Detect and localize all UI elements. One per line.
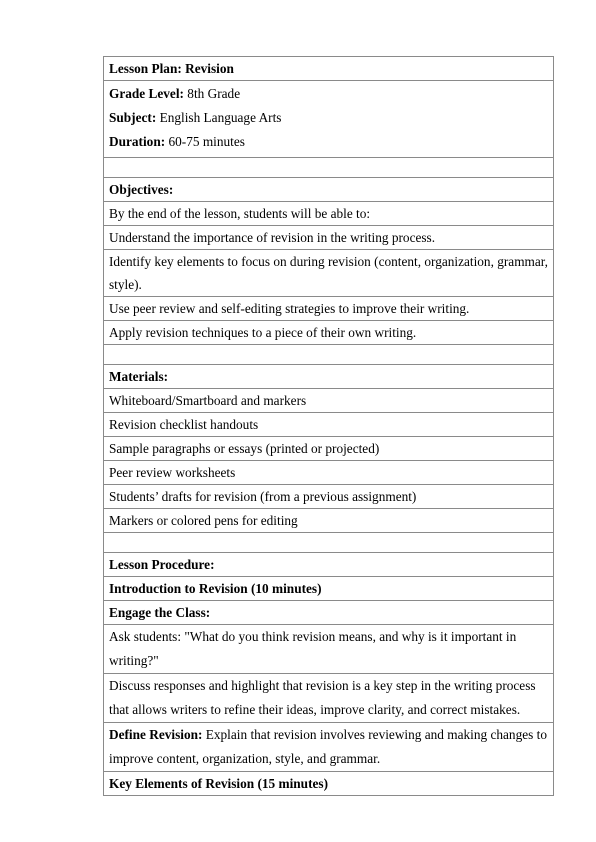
table-row [104,601,554,625]
table-row [104,772,554,796]
table-row [104,553,554,577]
objective-item: Apply revision techniques to a piece of their own writing. [104,321,554,345]
duration-value: 60-75 minutes [165,134,245,149]
material-item: Peer review worksheets [104,461,554,485]
objective-item: Use peer review and self-editing strategies to improve their writing. [104,297,554,321]
table-row [104,178,554,202]
materials-heading: Materials: [104,365,554,389]
objectives-heading: Objectives: [104,178,554,202]
table-row [104,389,554,413]
table-row [104,437,554,461]
table-row [104,297,554,321]
discuss-text: Discuss responses and highlight that revision is a key step in the writing process that allows writers to refine their ideas, improve clarity, and correct mistakes. [104,674,554,723]
lesson-plan-table [103,56,554,796]
define-revision-text: Explain that revision involves reviewing and making changes to improve content, organization, style, and grammar. [109,727,547,766]
objective-item: By the end of the lesson, students will be able to: [104,202,554,226]
table-row [104,202,554,226]
grade-level-label: Grade Level: [109,86,184,101]
spacer-row [104,345,554,365]
ask-students-text: Ask students: "What do you think revision means, and why is it important in writing?" [104,625,554,674]
grade-level-value: 8th Grade [183,86,241,101]
table-row [104,723,554,772]
table-row [104,485,554,509]
material-item: Sample paragraphs or essays (printed or projected) [104,437,554,461]
define-revision-label: Define Revision: [109,727,203,742]
spacer-row [104,158,554,178]
table-row [104,674,554,723]
table-row [104,413,554,437]
table-row [104,321,554,345]
spacer-row [104,533,554,553]
define-revision-cell [104,723,554,772]
subject-label: Subject: [109,110,157,125]
table-row [104,509,554,533]
table-row [104,81,554,158]
objective-item: Identify key elements to focus on during revision (content, organization, grammar, style). [104,250,554,297]
material-item: Markers or colored pens for editing [104,509,554,533]
lesson-meta-cell [104,81,554,158]
table-row [104,625,554,674]
lesson-title: Lesson Plan: Revision [104,57,554,81]
table-row [104,250,554,297]
key-elements-heading: Key Elements of Revision (15 minutes) [104,772,554,796]
table-row [104,226,554,250]
table-row [104,461,554,485]
engage-heading: Engage the Class: [104,601,554,625]
material-item: Students’ drafts for revision (from a previous assignment) [104,485,554,509]
table-row [104,57,554,81]
intro-heading: Introduction to Revision (10 minutes) [104,577,554,601]
subject-line [109,106,548,130]
table-row [104,365,554,389]
material-item: Whiteboard/Smartboard and markers [104,389,554,413]
table-row [104,577,554,601]
grade-level-line [109,82,548,106]
procedure-heading: Lesson Procedure: [104,553,554,577]
objective-item: Understand the importance of revision in the writing process. [104,226,554,250]
duration-line [109,130,548,154]
material-item: Revision checklist handouts [104,413,554,437]
subject-value: English Language Arts [156,110,282,125]
duration-label: Duration: [109,134,166,149]
